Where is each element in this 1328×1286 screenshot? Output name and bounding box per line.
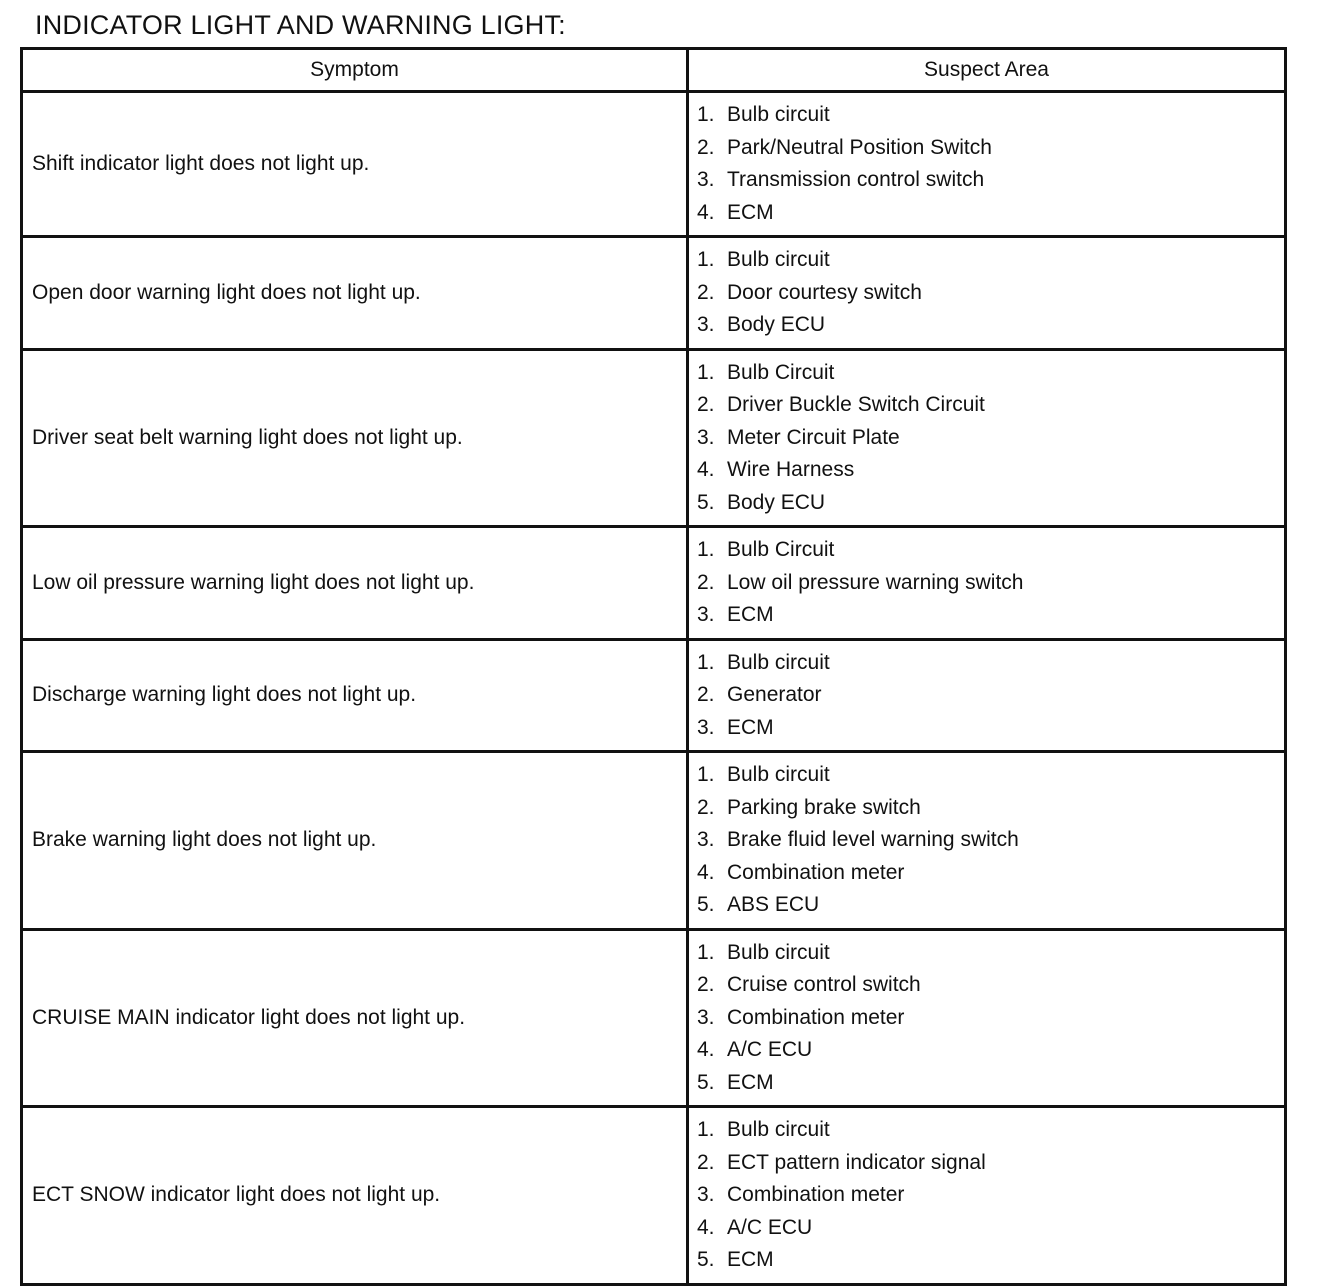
suspect-number: 2.: [697, 973, 715, 996]
list-item: [697, 99, 1284, 132]
symptom-cell: Open door warning light does not light up.: [22, 237, 688, 350]
suspect-area-cell: [688, 639, 1286, 752]
suspect-text: Combination meter: [727, 1005, 905, 1029]
table-row: [22, 1107, 1286, 1285]
suspect-number: 2.: [697, 393, 715, 416]
suspect-number: 2.: [697, 1150, 715, 1174]
list-item: [697, 454, 1284, 487]
suspect-text: Bulb circuit: [727, 1118, 830, 1141]
list-item: [697, 132, 1284, 165]
list-item: [697, 969, 1284, 1002]
suspect-text: ECT pattern indicator signal: [727, 1150, 986, 1174]
symptom-table: [20, 47, 1287, 1286]
suspect-area-cell: [688, 527, 1286, 640]
suspect-number: 4.: [697, 1215, 715, 1239]
suspect-number: 1.: [697, 360, 715, 384]
suspect-number: 3.: [697, 828, 715, 851]
suspect-number: 5.: [697, 490, 715, 514]
suspect-text: Brake fluid level warning switch: [727, 828, 1019, 851]
suspect-number: 1.: [697, 763, 715, 786]
suspect-text: Bulb Circuit: [727, 538, 835, 561]
symptom-cell: Low oil pressure warning light does not light up.: [22, 527, 688, 640]
suspect-text: Bulb circuit: [727, 940, 830, 964]
suspect-text: Cruise control switch: [727, 973, 921, 996]
suspect-number: 4.: [697, 200, 715, 224]
table-row: [22, 237, 1286, 350]
list-item: [697, 647, 1284, 680]
suspect-number: 3.: [697, 1005, 715, 1029]
table-header-row: [22, 49, 1286, 92]
suspect-text: Bulb circuit: [727, 103, 830, 126]
suspect-area-cell: [688, 752, 1286, 930]
suspect-text: Bulb circuit: [727, 248, 830, 271]
suspect-text: Bulb circuit: [727, 650, 830, 674]
suspect-number: 2.: [697, 683, 715, 706]
suspect-list: [697, 534, 1284, 632]
list-item: [697, 567, 1284, 600]
suspect-text: Combination meter: [727, 860, 905, 884]
list-item: [697, 1034, 1284, 1067]
suspect-number: 5.: [697, 1070, 715, 1094]
suspect-number: 2.: [697, 570, 715, 594]
suspect-text: Transmission control switch: [727, 168, 985, 191]
suspect-number: 3.: [697, 168, 715, 191]
suspect-number: 4.: [697, 1038, 715, 1061]
suspect-area-cell: [688, 237, 1286, 350]
suspect-text: Body ECU: [727, 490, 826, 514]
list-item: [697, 277, 1284, 310]
list-item: [697, 534, 1284, 567]
table-row: [22, 639, 1286, 752]
list-item: [697, 389, 1284, 422]
suspect-area-column-header: Suspect Area: [688, 49, 1286, 92]
list-item: [697, 1244, 1284, 1277]
list-item: [697, 357, 1284, 390]
suspect-area-cell: [688, 349, 1286, 527]
suspect-text: ECM: [727, 200, 774, 224]
table-row: [22, 527, 1286, 640]
suspect-number: 3.: [697, 425, 715, 449]
suspect-number: 1.: [697, 940, 715, 964]
table-body: [22, 92, 1286, 1285]
suspect-text: Wire Harness: [727, 458, 855, 481]
page-title: INDICATOR LIGHT AND WARNING LIGHT:: [35, 10, 566, 40]
suspect-text: Door courtesy switch: [727, 280, 922, 304]
suspect-area-cell: [688, 929, 1286, 1107]
suspect-text: Combination meter: [727, 1183, 905, 1206]
table-row: [22, 92, 1286, 237]
suspect-list: [697, 1114, 1284, 1277]
list-item: [697, 599, 1284, 632]
suspect-number: 2.: [697, 135, 715, 159]
list-item: [697, 1002, 1284, 1035]
list-item: [697, 889, 1284, 922]
suspect-area-cell: [688, 1107, 1286, 1285]
table-row: [22, 929, 1286, 1107]
symptom-cell: Brake warning light does not light up.: [22, 752, 688, 930]
list-item: [697, 857, 1284, 890]
symptom-cell: Discharge warning light does not light up.: [22, 639, 688, 752]
list-item: [697, 759, 1284, 792]
list-item: [697, 1179, 1284, 1212]
symptom-cell: Driver seat belt warning light does not light up.: [22, 349, 688, 527]
suspect-area-cell: [688, 92, 1286, 237]
symptom-cell: Shift indicator light does not light up.: [22, 92, 688, 237]
suspect-list: [697, 99, 1284, 229]
list-item: [697, 1212, 1284, 1245]
suspect-number: 3.: [697, 715, 715, 739]
suspect-text: Park/Neutral Position Switch: [727, 135, 992, 159]
suspect-number: 3.: [697, 603, 715, 626]
suspect-text: Bulb circuit: [727, 763, 830, 786]
list-item: [697, 422, 1284, 455]
list-item: [697, 1114, 1284, 1147]
suspect-number: 3.: [697, 313, 715, 336]
suspect-list: [697, 647, 1284, 745]
suspect-text: ECM: [727, 1248, 774, 1271]
suspect-text: Meter Circuit Plate: [727, 425, 900, 449]
suspect-text: A/C ECU: [727, 1038, 813, 1061]
suspect-text: Driver Buckle Switch Circuit: [727, 393, 985, 416]
suspect-text: A/C ECU: [727, 1215, 813, 1239]
suspect-text: Parking brake switch: [727, 795, 921, 819]
list-item: [697, 937, 1284, 970]
suspect-text: ECM: [727, 603, 774, 626]
list-item: [697, 164, 1284, 197]
symptom-cell: CRUISE MAIN indicator light does not light up.: [22, 929, 688, 1107]
suspect-number: 1.: [697, 103, 715, 126]
suspect-number: 1.: [697, 650, 715, 674]
suspect-text: Low oil pressure warning switch: [727, 570, 1024, 594]
list-item: [697, 792, 1284, 825]
suspect-number: 3.: [697, 1183, 715, 1206]
suspect-text: ECM: [727, 715, 774, 739]
symptom-cell: ECT SNOW indicator light does not light up.: [22, 1107, 688, 1285]
list-item: [697, 1147, 1284, 1180]
suspect-number: 5.: [697, 893, 715, 916]
suspect-text: ABS ECU: [727, 893, 820, 916]
suspect-number: 4.: [697, 860, 715, 884]
suspect-list: [697, 759, 1284, 922]
suspect-number: 1.: [697, 538, 715, 561]
list-item: [697, 244, 1284, 277]
suspect-list: [697, 357, 1284, 520]
table-row: [22, 349, 1286, 527]
suspect-text: Body ECU: [727, 313, 826, 336]
suspect-list: [697, 244, 1284, 342]
list-item: [697, 824, 1284, 857]
list-item: [697, 712, 1284, 745]
list-item: [697, 197, 1284, 230]
suspect-text: Generator: [727, 683, 822, 706]
list-item: [697, 487, 1284, 520]
suspect-number: 5.: [697, 1248, 715, 1271]
suspect-number: 4.: [697, 458, 715, 481]
suspect-text: Bulb Circuit: [727, 360, 835, 384]
list-item: [697, 309, 1284, 342]
symptom-column-header: Symptom: [22, 49, 688, 92]
suspect-text: ECM: [727, 1070, 774, 1094]
suspect-list: [697, 937, 1284, 1100]
suspect-number: 2.: [697, 795, 715, 819]
table-row: [22, 752, 1286, 930]
suspect-number: 1.: [697, 248, 715, 271]
suspect-number: 1.: [697, 1118, 715, 1141]
list-item: [697, 679, 1284, 712]
suspect-number: 2.: [697, 280, 715, 304]
list-item: [697, 1067, 1284, 1100]
